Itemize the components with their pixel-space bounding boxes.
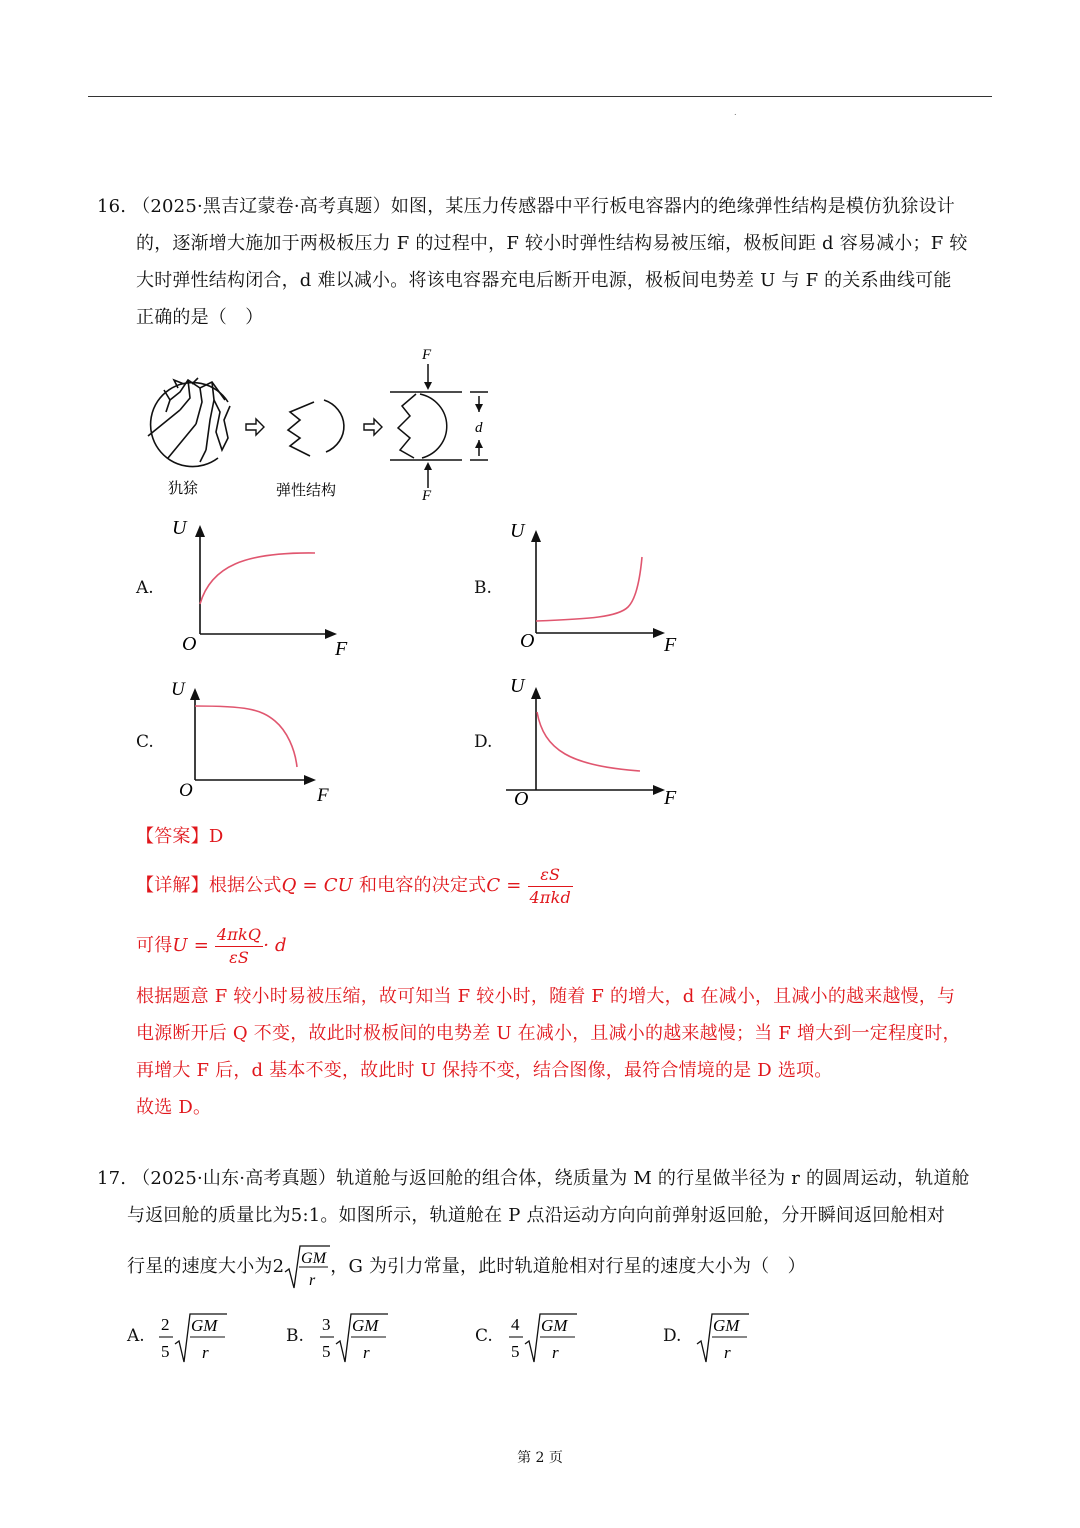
q17-option-c-expression (507, 1310, 607, 1366)
q17-option-a[interactable] (127, 1310, 267, 1366)
formula-c-fraction (528, 864, 573, 909)
formula-u-lhs: U = (172, 935, 209, 956)
q17-option-d-letter: D. (663, 1326, 682, 1346)
axis-label-f: F (317, 785, 329, 806)
formula-u-numerator: 4πkQ (215, 924, 263, 947)
sqrt-denominator: r (552, 1343, 559, 1362)
label-elastic-structure: 弹性结构 (276, 481, 337, 499)
q17-option-d[interactable] (663, 1310, 783, 1366)
armadillo-structure-figure (140, 340, 500, 510)
compressed-capacitor (390, 364, 488, 488)
q17-option-b-letter: B. (286, 1326, 304, 1346)
q17-option-a-expression (157, 1310, 257, 1366)
gap-arrow-up-icon (475, 440, 483, 448)
page-number: 第 2 页 (517, 1450, 563, 1466)
q16-line-1 (97, 188, 955, 225)
curve-d (537, 712, 640, 771)
origin-label: O (179, 780, 193, 801)
coef-denominator: 5 (511, 1342, 520, 1361)
q16-explain-3: 再增大 F 后，d 基本不变，故此时 U 保持不变，结合图像，最符合情境的是 D 选项。 (136, 1060, 833, 1081)
coef-numerator: 3 (322, 1315, 331, 1334)
formula-u-tail: · d (263, 935, 287, 956)
q16-source: （2025·黑吉辽蒙卷·高考真题） (132, 196, 391, 217)
axis-label-f: F (664, 634, 677, 656)
axis-label-u: U (510, 520, 525, 542)
derive-text: 可得 (136, 935, 173, 956)
detail-text-1: 根据公式 (208, 875, 282, 896)
q16-number: 16. (97, 196, 127, 217)
q16-option-c-letter[interactable]: C. (136, 732, 154, 752)
q16-option-a-graph[interactable] (165, 512, 365, 662)
coef-numerator: 4 (511, 1315, 520, 1334)
sqrt-denominator: r (202, 1343, 209, 1362)
gap-arrow-down-icon (475, 404, 483, 412)
elastic-structure-open (288, 400, 344, 456)
q17-option-c-letter: C. (475, 1326, 493, 1346)
curve-b (536, 557, 642, 621)
coef-denominator: 5 (322, 1342, 331, 1361)
sqrt-sign-icon (284, 1242, 330, 1292)
q16-option-b-letter[interactable]: B. (474, 578, 492, 598)
header-rule (88, 96, 992, 97)
armadillo-drawing (148, 378, 230, 467)
origin-label: O (182, 633, 197, 655)
q16-detail (136, 862, 573, 910)
q16-line-3: 大时弹性结构闭合，d 难以减小。将该电容器充电后断开电源，极板间电势差 U 与 F 的关系曲线可能 (136, 270, 952, 291)
origin-label: O (520, 630, 535, 652)
formula-c-lhs: C = (486, 875, 522, 896)
q16-line-2: 的，逐渐增大施加于两极板压力 F 的过程中，F 较小时弹性结构易被压缩，极板间距 d 容易减小；F 较 (136, 233, 968, 254)
sqrt-gm-over-r (284, 1240, 330, 1294)
sqrt-numerator: GM (541, 1316, 568, 1335)
q17-option-d-expression (695, 1310, 765, 1366)
label-force-bottom: F (422, 488, 432, 504)
q16-line-4: 正确的是（ ） (136, 307, 264, 328)
q17-line-2: 与返回舱的质量比为5:1。如图所示，轨道舱在 P 点沿运动方向向前弹射返回舱，分开瞬间返回舱相对 (127, 1205, 946, 1226)
arrow-right-icon (364, 419, 382, 435)
q17-line-1 (97, 1160, 970, 1197)
detail-text-2: 和电容的决定式 (353, 875, 487, 896)
q17-text-1: 轨道舱与返回舱的组合体，绕质量为 M 的行星做半径为 r 的圆周运动，轨道舱 (336, 1168, 970, 1189)
header-dot: . (734, 108, 737, 117)
q17-line-3 (127, 1240, 806, 1294)
sqrt-denominator: r (724, 1343, 731, 1362)
q17-option-b[interactable] (286, 1310, 426, 1366)
curve-a (200, 553, 315, 604)
sqrt-denominator: r (363, 1343, 370, 1362)
force-arrow-up-icon (424, 462, 432, 470)
axis-label-u: U (510, 675, 525, 697)
sqrt-numerator: GM (191, 1316, 218, 1335)
q17-number: 17. (97, 1168, 127, 1189)
q17-text-3b: ，G 为引力常量，此时轨道舱相对行星的速度大小为（ ） (330, 1256, 806, 1277)
origin-label: O (514, 788, 529, 810)
q16-explain-2: 电源断开后 Q 不变，故此时极板间的电势差 U 在减小，且减小的越来越慢；当 F 增大到一定程度时， (136, 1023, 961, 1044)
formula-u-fraction (215, 924, 263, 969)
sqrt-numerator: GM (713, 1316, 740, 1335)
axis-label-f: F (664, 787, 677, 809)
curve-c (195, 706, 297, 767)
sqrt-numerator: GM (352, 1316, 379, 1335)
answer-value: D (208, 826, 224, 847)
q16-option-c-graph[interactable] (165, 673, 365, 813)
arrow-right-icon (246, 419, 264, 435)
label-armadillo: 犰狳 (168, 479, 199, 497)
q16-option-d-letter[interactable]: D. (474, 732, 493, 752)
force-arrow-down-icon (424, 382, 432, 390)
detail-tag: 【详解】 (136, 875, 209, 896)
q16-text-1: 如图，某压力传感器中平行板电容器内的绝缘弹性结构是模仿犰狳设计 (390, 196, 956, 217)
label-force-top: F (422, 347, 432, 363)
answer-tag: 【答案】 (136, 826, 209, 847)
q17-option-b-expression (318, 1310, 418, 1366)
q16-explain-1: 根据题意 F 较小时易被压缩，故可知当 F 较小时，随着 F 的增大，d 在减小，且减小的越来越慢，与 (136, 986, 956, 1007)
coef-denominator: 5 (161, 1342, 170, 1361)
axis-label-u: U (172, 517, 187, 539)
sqrt-denominator: r (309, 1272, 316, 1289)
sqrt-numerator: GM (301, 1250, 327, 1267)
axis-label-u: U (171, 679, 185, 700)
formula-u-denominator: εS (229, 947, 250, 967)
coef-numerator: 2 (161, 1315, 170, 1334)
q16-option-b-graph[interactable] (500, 515, 700, 665)
q16-answer (136, 818, 223, 855)
label-gap-d: d (475, 420, 483, 436)
formula-c-denominator: 4πkd (529, 887, 571, 907)
q16-explain-4: 故选 D。 (136, 1097, 212, 1118)
axis-label-f: F (335, 638, 348, 660)
q16-option-d-graph[interactable] (500, 670, 700, 815)
q17-source: （2025·山东·高考真题） (132, 1168, 337, 1189)
q17-option-c[interactable] (475, 1310, 615, 1366)
formula-c-numerator: εS (528, 864, 573, 887)
q17-text-3a: 行星的速度大小为2 (127, 1256, 285, 1277)
q16-option-a-letter[interactable]: A. (136, 578, 154, 598)
formula-q-cu: Q = CU (281, 875, 354, 896)
q17-option-a-letter: A. (127, 1326, 145, 1346)
q16-derive (136, 922, 287, 970)
